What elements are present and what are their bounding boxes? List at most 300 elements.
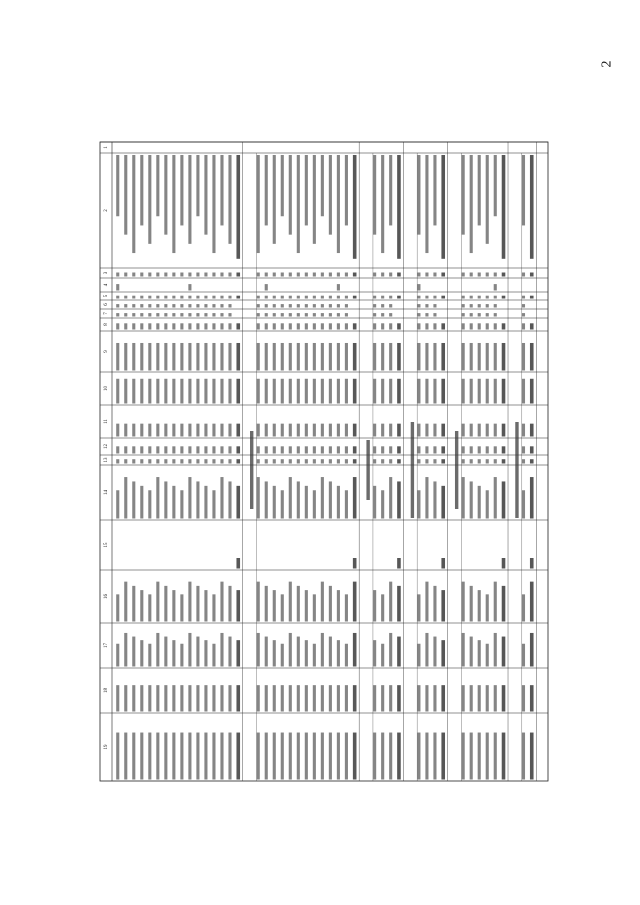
table-cell (337, 379, 340, 404)
table-cell (228, 685, 231, 711)
table-cell (156, 459, 159, 463)
table-cell (417, 284, 420, 290)
subtotal-cell (236, 424, 240, 437)
column-number: 7 (104, 312, 110, 315)
table-cell (156, 273, 159, 277)
table-cell (289, 304, 292, 307)
table-cell (297, 459, 300, 463)
table-cell (188, 446, 191, 453)
table-cell (220, 323, 223, 329)
table-cell (329, 637, 332, 667)
table-cell (212, 273, 215, 277)
table-cell (273, 296, 276, 299)
table-cell (257, 733, 260, 780)
table-cell (462, 685, 465, 711)
table-cell (329, 273, 332, 277)
table-cell (164, 446, 167, 453)
table-cell (313, 644, 316, 667)
table-cell (204, 640, 207, 666)
table-cell (204, 304, 207, 307)
subtotal-cell (236, 446, 240, 453)
table-cell (494, 424, 497, 437)
table-cell (156, 155, 159, 216)
table-cell (148, 313, 151, 316)
table-cell (220, 155, 223, 225)
table-cell (172, 313, 175, 316)
table-cell (381, 644, 384, 667)
table-cell (180, 733, 183, 780)
table-cell (297, 637, 300, 667)
table-cell (257, 459, 260, 463)
table-cell (345, 424, 348, 437)
column-number-row (104, 146, 109, 750)
table-cell (486, 313, 489, 316)
table-cell (132, 323, 135, 329)
table-cell (329, 155, 332, 235)
subtotal-cell (441, 273, 445, 277)
table-cell (273, 459, 276, 463)
table-cell (140, 590, 143, 621)
table-cell (273, 424, 276, 437)
table-cell (212, 304, 215, 307)
subtotal-cell (397, 637, 401, 667)
table-cell (389, 343, 392, 371)
table-cell (228, 733, 231, 780)
table-cell (164, 304, 167, 307)
table-cell (470, 424, 473, 437)
section-heading (411, 422, 414, 518)
table-cell (470, 481, 473, 518)
table-cell (417, 304, 420, 307)
table-cell (212, 379, 215, 404)
table-cell (381, 304, 384, 307)
subtotal-cell (236, 273, 240, 277)
table-cell (425, 273, 428, 277)
column-number: 10 (104, 386, 110, 391)
table-cell (204, 343, 207, 371)
table-cell (140, 155, 143, 225)
table-cell (196, 273, 199, 277)
subtotal-cell (397, 424, 401, 437)
table-cell (373, 685, 376, 711)
table-cell (156, 343, 159, 371)
table-cell (116, 323, 119, 329)
subtotal-cell (397, 586, 401, 622)
table-cell (425, 446, 428, 453)
table-cell (462, 379, 465, 404)
table-cell (220, 343, 223, 371)
table-cell (180, 323, 183, 329)
table-cell (148, 155, 151, 244)
table-cell (486, 459, 489, 463)
table-cell (337, 459, 340, 463)
table-cell (164, 296, 167, 299)
table-cell (273, 640, 276, 666)
table-cell (180, 446, 183, 453)
subtotal-cell (502, 459, 506, 463)
table-cell (417, 733, 420, 780)
subtotal-cell (441, 296, 445, 299)
table-cell (156, 424, 159, 437)
table-cell (257, 323, 260, 329)
table-cell (486, 644, 489, 667)
table-cell (381, 323, 384, 329)
table-cell (228, 343, 231, 371)
table-cell (329, 424, 332, 437)
table-cell (212, 296, 215, 299)
table-cell (305, 304, 308, 307)
table-cell (289, 459, 292, 463)
table-cell (494, 459, 497, 463)
subtotal-cell (353, 558, 357, 569)
table-cell (321, 323, 324, 329)
table-cell (470, 446, 473, 453)
table-cell (220, 477, 223, 518)
table-cell (188, 685, 191, 711)
table-cell (321, 477, 324, 518)
table-cell (132, 586, 135, 622)
table-cell (389, 477, 392, 518)
table-cell (417, 459, 420, 463)
subtotal-cell (236, 685, 240, 711)
column-number: 11 (104, 419, 110, 424)
table-cell (124, 733, 127, 780)
table-cell (462, 343, 465, 371)
table-cell (373, 296, 376, 299)
table-cell (196, 446, 199, 453)
table-cell (425, 459, 428, 463)
table-cell (273, 155, 276, 244)
subtotal-cell (502, 296, 506, 299)
table-cell (389, 379, 392, 404)
table-cell (172, 590, 175, 621)
table-cell (140, 733, 143, 780)
table-cell (494, 685, 497, 711)
table-cell (220, 304, 223, 307)
table-cell (172, 685, 175, 711)
table-cell (462, 296, 465, 299)
table-cell (373, 733, 376, 780)
table-cell (522, 733, 525, 780)
table-cell (164, 733, 167, 780)
table-cell (522, 155, 525, 225)
subtotal-cell (236, 486, 240, 519)
column-number: 12 (104, 444, 110, 449)
subtotal-cell (441, 640, 445, 666)
table-cell (116, 424, 119, 437)
table-cell (329, 313, 332, 316)
table-cell (470, 313, 473, 316)
subtotal-cell (502, 558, 506, 569)
table-cell (389, 685, 392, 711)
table-cell (486, 594, 489, 621)
table-cell (381, 313, 384, 316)
table-cell (381, 594, 384, 621)
table-cell (228, 481, 231, 518)
subtotal-cell (441, 590, 445, 621)
table-cell (140, 343, 143, 371)
table-cell (425, 582, 428, 622)
table-cell (321, 155, 324, 216)
table-cell (228, 313, 231, 316)
subtotal-cell (502, 379, 506, 404)
table-cell (257, 379, 260, 404)
table-cell (381, 490, 384, 518)
table-cell (470, 323, 473, 329)
table-cell (140, 304, 143, 307)
table-cell (164, 313, 167, 316)
subtotal-cell (353, 424, 357, 437)
table-cell (132, 481, 135, 518)
table-cell (172, 640, 175, 666)
table-cell (281, 323, 284, 329)
table-cell (329, 685, 332, 711)
table-cell (345, 304, 348, 307)
table-cell (180, 296, 183, 299)
table-cell (124, 313, 127, 316)
subtotal-cell (397, 459, 401, 463)
table-cell (140, 323, 143, 329)
table-cell (281, 424, 284, 437)
table-cell (116, 296, 119, 299)
table-cell (494, 304, 497, 307)
subtotal-cell (502, 155, 506, 259)
table-cell (257, 477, 260, 518)
section-heading (366, 440, 369, 500)
table-cell (220, 582, 223, 622)
table-cell (132, 424, 135, 437)
subtotal-cell (502, 343, 506, 371)
table-cell (124, 582, 127, 622)
subtotal-cell (397, 323, 401, 329)
table-cell (172, 379, 175, 404)
table-cell (433, 637, 436, 667)
table-cell (140, 296, 143, 299)
table-cell (425, 424, 428, 437)
table-cell (281, 733, 284, 780)
table-cell (486, 379, 489, 404)
table-cell (116, 733, 119, 780)
table-cell (337, 424, 340, 437)
table-cell (132, 685, 135, 711)
subtotal-cell (353, 273, 357, 277)
subtotal-cell (236, 590, 240, 621)
table-cell (281, 490, 284, 518)
table-cell (425, 379, 428, 404)
table-cell (297, 685, 300, 711)
table-cell (148, 424, 151, 437)
table-cell (522, 644, 525, 667)
table-cell (494, 733, 497, 780)
table-cell (433, 733, 436, 780)
table-cell (156, 446, 159, 453)
table-cell (417, 155, 420, 235)
table-cell (132, 155, 135, 253)
table-cell (486, 304, 489, 307)
table-cell (470, 304, 473, 307)
table-cell (329, 379, 332, 404)
table-cell (321, 304, 324, 307)
table-cell (116, 490, 119, 518)
table-cell (305, 486, 308, 519)
table-cell (425, 733, 428, 780)
table-cell (289, 582, 292, 622)
table-cell (140, 313, 143, 316)
table-cell (180, 379, 183, 404)
table-cell (321, 296, 324, 299)
table-cell (220, 633, 223, 667)
table-cell (478, 379, 481, 404)
table-cell (337, 284, 340, 290)
table-cell (220, 733, 223, 780)
table-cell (265, 586, 268, 622)
table-cell (433, 685, 436, 711)
table-cell (281, 644, 284, 667)
table-cell (313, 446, 316, 453)
table-cell (281, 304, 284, 307)
table-cell (470, 379, 473, 404)
table-cell (486, 424, 489, 437)
table-cell (265, 379, 268, 404)
table-cell (289, 273, 292, 277)
table-cell (289, 155, 292, 235)
table-cell (124, 633, 127, 667)
table-cell (156, 296, 159, 299)
table-cell (204, 446, 207, 453)
column-number: 4 (104, 283, 110, 287)
table-cell (212, 644, 215, 667)
table-cell (212, 313, 215, 316)
table-cell (522, 490, 525, 518)
table-cell (522, 424, 525, 437)
table-cell (486, 323, 489, 329)
subtotal-cell (353, 296, 357, 299)
table-cell (172, 304, 175, 307)
table-cell (373, 273, 376, 277)
subtotal-cell (397, 481, 401, 518)
table-cell (478, 343, 481, 371)
table-cell (116, 304, 119, 307)
table-cell (329, 481, 332, 518)
table-cell (220, 685, 223, 711)
table-cell (486, 273, 489, 277)
table-cell (373, 313, 376, 316)
table-cell (470, 637, 473, 667)
subtotal-cell (502, 446, 506, 453)
subtotal-cell (236, 459, 240, 463)
table-cell (381, 424, 384, 437)
table-cell (381, 273, 384, 277)
table-cell (470, 155, 473, 253)
table-cell (478, 459, 481, 463)
table-cell (373, 304, 376, 307)
table-cell (313, 296, 316, 299)
table-cell (462, 459, 465, 463)
table-cell (313, 304, 316, 307)
table-cell (297, 424, 300, 437)
table-cell (148, 343, 151, 371)
table-cell (462, 424, 465, 437)
table-cell (321, 633, 324, 667)
table-cell (180, 490, 183, 518)
table-cell (313, 379, 316, 404)
table-cell (180, 424, 183, 437)
table-cell (156, 733, 159, 780)
table-cell (180, 304, 183, 307)
table-cell (321, 273, 324, 277)
subtotal-cell (353, 582, 357, 622)
table-cell (140, 446, 143, 453)
subtotal-cell (397, 343, 401, 371)
table-cell (265, 637, 268, 667)
table-cell (494, 313, 497, 316)
table-cell (289, 685, 292, 711)
table-cell (164, 273, 167, 277)
table-cell (494, 343, 497, 371)
subtotal-cell (353, 733, 357, 780)
table-cell (417, 313, 420, 316)
table-cell (188, 296, 191, 299)
table-cell (297, 273, 300, 277)
table-cell (196, 685, 199, 711)
table-cell (329, 586, 332, 622)
table-cell (289, 323, 292, 329)
table-cell (265, 273, 268, 277)
table-cell (470, 296, 473, 299)
table-cell (140, 273, 143, 277)
table-cell (116, 594, 119, 621)
table-cell (273, 304, 276, 307)
table-cell (522, 323, 525, 329)
subtotal-cell (530, 379, 534, 404)
table-cell (212, 594, 215, 621)
table-cell (337, 304, 340, 307)
table-cell (305, 155, 308, 225)
table-cell (313, 490, 316, 518)
table-cell (305, 296, 308, 299)
table-cell (156, 477, 159, 518)
table-cell (196, 481, 199, 518)
table-cell (132, 304, 135, 307)
table-cell (228, 323, 231, 329)
table-cell (281, 379, 284, 404)
table-cell (140, 685, 143, 711)
table-cell (212, 424, 215, 437)
table-cell (494, 323, 497, 329)
table-cell (313, 685, 316, 711)
table-cell (462, 273, 465, 277)
table-cell (381, 379, 384, 404)
table-cell (433, 155, 436, 225)
table-cell (172, 733, 175, 780)
table-cell (478, 155, 481, 225)
table-cell (417, 685, 420, 711)
table-body (116, 155, 533, 780)
table-cell (417, 343, 420, 371)
table-cell (289, 633, 292, 667)
table-cell (196, 379, 199, 404)
table-cell (265, 459, 268, 463)
table-cell (228, 424, 231, 437)
table-cell (265, 313, 268, 316)
subtotal-cell (353, 379, 357, 404)
subtotal-cell (353, 633, 357, 667)
table-cell (373, 459, 376, 463)
table-cell (220, 379, 223, 404)
table-cell (116, 284, 119, 290)
table-cell (281, 296, 284, 299)
table-cell (373, 590, 376, 621)
